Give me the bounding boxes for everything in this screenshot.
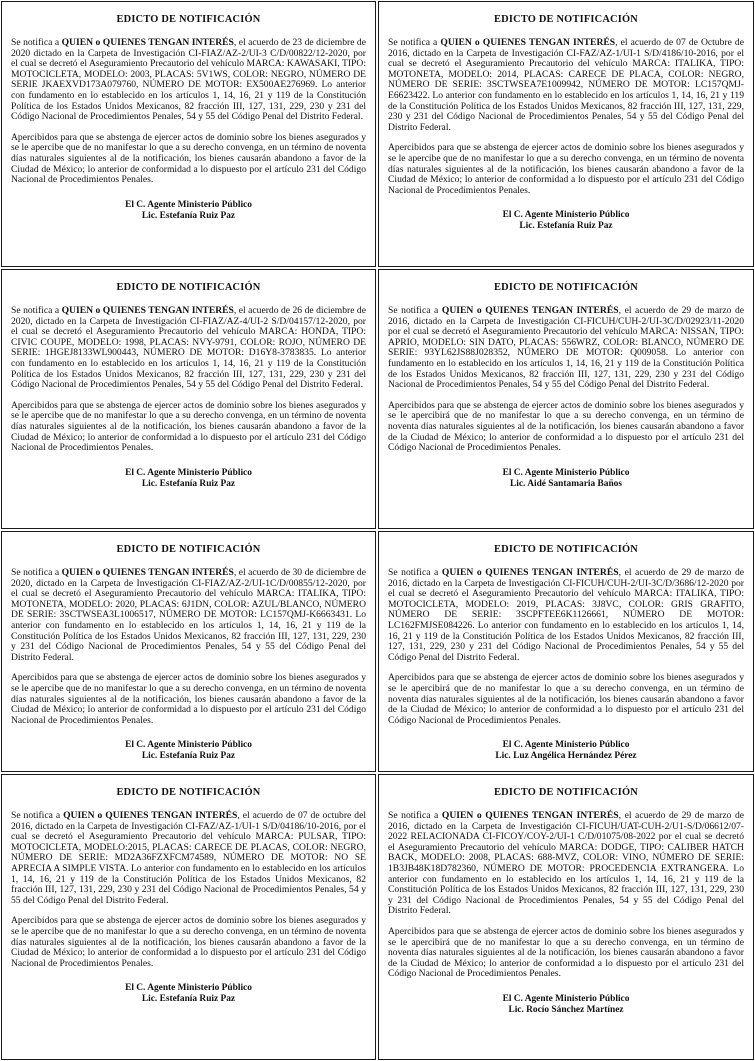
notice-body: , el acuerdo de 29 de marzo de 2016, dictado en la Carpeta de Investigación CI-FICUH/CUH-2/UI-3C/D/02923/11-2020 por el cual se decretó el Aseguramiento Precautorio del vehículo MARCA: NISSAN, TIPO: APRIO, MODELO: SIN DATO, PLACAS: 556WRZ, COLOR: BLANCO, NÚMERO DE SERIE: 93YL62JS88J028352, NÚMERO DE MOTOR: Q009058. Lo anterior con fundamento en lo establecido en los artículos 1, 14, 16, 21 y 119 de la Constitución Política de los Estados Unidos Mexicanos, 82 fracción III, 127, 131, 229, 230 y 231 del Código Nacional de Procedimientos Penales, 54 y 55 del Código Penal del Distrito Federal. — [388, 305, 744, 391]
edict-signature — [388, 210, 744, 232]
notice-party: QUIEN o QUIENES TENGAN INTERÉS — [61, 305, 234, 316]
notice-party: QUIEN o QUIENES TENGAN INTERÉS — [61, 37, 234, 48]
agent-title: El C. Agente Ministerio Público — [502, 210, 630, 221]
notice-lead: Se notifica a — [388, 567, 442, 578]
edict-warning: Apercibidos para que se abstenga de ejercer actos de dominio sobre los bienes asegurados y se le apercibe que de no manifestar lo que a su derecho convenga, en un término de noventa días naturales siguientes al de la notificación, los bienes causarán abandono a favor de la Ciudad de México; lo anterior de conformidad a lo dispuesto por el artículo 231 del Código Nacional de Procedimientos Penales. — [11, 672, 366, 726]
agent-name: Lic. Aidé Santamaria Baños — [510, 478, 622, 489]
notice-body: , el acuerdo de 30 de diciembre de 2020, dictado en la Carpeta de Investigación CI-FIAZ/AZ-2/UI-1C/D/00855/12-2020, por el cual se decretó el Aseguramiento Precautorio del vehículo MARCA: ITALIKA, TIPO: MOTONETA, MODELO: 2020, PLACAS: 6J1DN, COLOR: AZUL/BLANCO, NÚMERO DE SERIE: 3SCTWSEA3L1006517, NÚMERO DE MOTOR: LC157QMJ-K6663431. Lo anterior con fundamento en lo establecido en los artículos 1, 14, 16, 21 y 119 de la Constitución Política de los Estados Unidos Mexicanos, 82 fracción III, 127, 131, 229, 230 y 231 del Código Nacional de Procedimientos Penales, 54 y 55 del Código Penal del Distrito Federal. — [11, 567, 366, 663]
edict-notice — [388, 306, 744, 391]
agent-title: El C. Agente Ministerio Público — [502, 993, 630, 1004]
agent-title: El C. Agente Ministerio Público — [125, 199, 252, 210]
notice-lead: Se notifica a — [11, 567, 62, 578]
notice-body: , el acuerdo de 07 de Octubre de 2016, dictado en la Carpeta de Investigación CI-FAZ/AZ-1/UI-1 S/D/4186/10-2016, por el cual se decretó el Aseguramiento Precautorio del vehículo MARCA: ITALIKA, TIPO: MOTONETA, MODELO: 2014, PLACAS: CARECE DE PLACA, COLOR: NEGRO, NÚMERO DE SERIE: 3SCTWSEA7E1009942, NÚMERO DE MOTOR: LC157QMJ-E6623422. Lo anterior con fundamento en lo establecido en los artículos 1, 14, 16, 21 y 119 de la Constitución Política de los Estados Unidos Mexicanos, 82 fracción III, 127, 131, 229, 230 y 231 del Código Nacional de Procedimientos Penales, 54 y 55 del Código Penal del Distrito Federal. — [388, 37, 744, 133]
edict-title: EDICTO DE NOTIFICACIÓN — [494, 282, 638, 293]
edict-notice — [388, 568, 744, 663]
notice-body: , el acuerdo de 26 de diciembre de 2020, dictado en la Carpeta de Investigación CI-FIAZ/AZ-4/UI-2 S/D/04157/12-2020, por el cual se decretó el Aseguramiento Precautorio del vehículo MARCA: HONDA, TIPO: CIVIC COUPE, MODELO: 1998, PLACAS: NVY-9791, COLOR: ROJO, NÚMERO DE SERIE: 1HGEJ8133WL900443, NÚMERO DE MOTOR: D16Y8-3783835. Lo anterior con fundamento en lo establecido en los artículos 1, 14, 16, 21 y 119 de la Constitución Política de los Estados Unidos Mexicanos, 82 fracción III, 127, 131, 229, 230 y 231 del Código Nacional de Procedimientos Penales, 54 y 55 del Código Penal del Distrito Federal. — [11, 305, 366, 391]
agent-name: Lic. Estefanía Ruiz Paz — [141, 751, 236, 762]
edict-signature — [388, 468, 744, 490]
edict-signature — [388, 994, 744, 1016]
notice-party: QUIEN o QUIENES TENGAN INTERÉS — [441, 305, 619, 316]
edict-card — [378, 774, 754, 1060]
edict-notice — [11, 811, 366, 906]
edict-title: EDICTO DE NOTIFICACIÓN — [494, 787, 638, 798]
edict-signature — [11, 740, 366, 762]
edict-notice — [11, 38, 366, 123]
notice-body: , el acuerdo de 07 de octubre del 2016, dictado en la Carpeta de Investigación CI-FAZ/AZ-1/UI-1 S/D/04186/10-2016, por el cual se decretó el Aseguramiento Precautorio del vehículo MARCA: PULSAR, TIPO: MOTOCICLETA, MODELO:2015, PLACAS: CARECE DE PLACAS, COLOR: NEGRO, NÚMERO DE SERIE: MD2A36FZXFCM74589, NÚMERO DE MOTOR: NO SE APRECIA A SIMPLE VISTA. Lo anterior con fundamento en lo establecido en los artículos 1, 14, 16, 21 y 119 de la Constitución Política de los Estados Unidos Mexicanos, 82 fracción III, 127, 131, 229, 230 y 231 del Código Nacional de Procedimientos Penales, 54 y 55 del Código Penal del Distrito Federal. — [11, 810, 366, 906]
notice-party: QUIEN o QUIENES TENGAN INTERÉS — [61, 567, 234, 578]
edict-title: EDICTO DE NOTIFICACIÓN — [494, 14, 638, 25]
edict-signature — [11, 983, 366, 1005]
edict-card — [1, 531, 376, 772]
agent-name: Lic. Rocío Sánchez Martínez — [508, 1004, 624, 1015]
edict-warning: Apercibidos para que se abstenga de ejercer actos de dominio sobre los bienes asegurados y se le apercibirá que de no manifestar lo que a su derecho convenga, en un término de noventa días naturales siguientes al de la notificación, los bienes causarán abandono a favor de la Ciudad de México; lo anterior de conformidad a lo dispuesto por el artículo 231 del Código Nacional de Procedimientos Penales. — [388, 672, 744, 726]
notice-party: QUIEN o QUIENES TENGAN INTERÉS — [441, 567, 619, 578]
notice-lead: Se notifica a — [11, 37, 62, 48]
edict-warning: Apercibidos para que se abstenga de ejercer actos de dominio sobre los bienes asegurados y se le apercibe que de no manifestar lo que a su derecho convenga, en un término de noventa días naturales siguientes al de la notificación, los bienes causarán abandono a favor de la Ciudad de México; lo anterior de conformidad a lo dispuesto por el artículo 231 del Código Nacional de Procedimientos Penales. — [11, 131, 366, 186]
edict-warning: Apercibidos para que se abstenga de ejercer actos de dominio sobre los bienes asegurados y se le apercibirá que de no manifestar lo que a su derecho convenga, en un término de noventa días naturales siguientes al de la notificación, los bienes causarán abandono a favor de la Ciudad de México; lo anterior de conformidad a lo dispuesto por el artículo 231 del Código Nacional de Procedimientos Penales. — [388, 925, 744, 980]
agent-title: El C. Agente Ministerio Público — [125, 740, 252, 751]
edict-title: EDICTO DE NOTIFICACIÓN — [494, 544, 638, 555]
edict-signature — [11, 468, 366, 490]
edict-signature — [11, 200, 366, 222]
notice-lead: Se notifica a — [388, 305, 442, 316]
notice-lead: Se notifica a — [388, 810, 442, 821]
agent-name: Lic. Estefanía Ruiz Paz — [519, 221, 613, 232]
notice-body: , el acuerdo de 29 de marzo de 2016, dictado en la Carpeta de Investigación CI-FICUH/CUH-2/UI-3C/D/3686/12-2020 por el cual se decretó el Aseguramiento Precautorio del vehículo MARCA: ITALIKA, TIPO: MOTOCICLETA, MODELO: 2019, PLACAS: 3J8VC, COLOR: GRIS GRAFITO, NÚMERO DE SERIE: 3SCPFTEE6K1126661, NÚMERO DE MOTOR: LC162FMJSE084226. Lo anterior con fundamento en lo establecido en los artículos 1, 14, 16, 21 y 119 de la Constitución Política de los Estados Unidos Mexicanos, 82 fracción III, 127, 131, 229, 230 y 231 del Código Nacional de Procedimientos Penales, 54 y 55 del Código Penal del Distrito Federal. — [388, 567, 744, 663]
edict-card — [1, 774, 376, 1060]
edict-card — [1, 269, 376, 529]
agent-title: El C. Agente Ministerio Público — [125, 467, 252, 478]
notice-lead: Se notifica a — [11, 810, 64, 821]
edict-card — [1, 1, 376, 267]
notice-party: QUIEN o QUIENES TENGAN INTERÉS — [440, 37, 616, 48]
edict-warning: Apercibidos para que se abstenga de ejercer actos de dominio sobre los bienes asegurados y se le apercibirá que de no manifestar lo que a su derecho convenga, en un término de noventa días naturales siguientes al de la notificación, los bienes causarán abandono a favor de la Ciudad de México; lo anterior de conformidad a lo dispuesto por el artículo 231 del Código Nacional de Procedimientos Penales. — [388, 399, 744, 454]
edict-card — [378, 1, 754, 267]
notice-body: , el acuerdo de 29 de marzo de 2016, dictado en la Carpeta de Investigación CI-FICUH/UAT-CUH-2/U1-S/D/06612/07-2022 RELACIONADA CI-FICOY/COY-2/UI-1 C/D/01075/08-2022 por el cual se decretó el Aseguramiento Precautorio del vehículo MARCA: DODGE, TIPO: CALIBER HATCH BACK, MODELO: 2008, PLACAS: 688-MVZ, COLOR: VINO, NÚMERO DE SERIE: 1B3JB48K18D782360, NÚMERO DE MOTOR: PROCEDENCIA EXTRANGERA. Lo anterior con fundamento en lo establecido en los artículos 1, 14, 16, 21 y 119 de la Constitución Política de los Estados Unidos Mexicanos, 82 fracción III, 127, 131, 229, 230 y 231 del Código Nacional de Procedimientos Penales, 54 y 55 del Código Penal del Distrito Federal. — [388, 810, 744, 917]
edict-title: EDICTO DE NOTIFICACIÓN — [116, 282, 261, 293]
notice-lead: Se notifica a — [388, 37, 441, 48]
notice-lead: Se notifica a — [11, 305, 62, 316]
notice-party: QUIEN o QUIENES TENGAN INTERÉS — [63, 810, 238, 821]
edict-notice — [388, 38, 744, 133]
edict-title: EDICTO DE NOTIFICACIÓN — [116, 14, 261, 25]
edict-title: EDICTO DE NOTIFICACIÓN — [116, 544, 261, 555]
edict-notice — [11, 568, 366, 663]
edict-notice — [388, 811, 744, 917]
edict-notice — [11, 306, 366, 391]
edict-warning: Apercibidos para que se abstenga de ejercer actos de dominio sobre los bienes asegurados y se le apercibe que de no manifestar lo que a su derecho convenga, en un término de noventa días naturales siguientes al de la notificación, los bienes causarán abandono a favor de la Ciudad de México; lo anterior de conformidad a lo dispuesto por el artículo 231 del Código Nacional de Procedimientos Penales. — [388, 142, 744, 196]
notice-party: QUIEN o QUIENES TENGAN INTERÉS — [441, 810, 619, 821]
edict-card — [378, 531, 754, 772]
agent-name: Lic. Luz Angélica Hernández Pérez — [495, 751, 637, 762]
agent-title: El C. Agente Ministerio Público — [502, 740, 630, 751]
edict-warning: Apercibidos para que se abstenga de ejercer actos de dominio sobre los bienes asegurados y se le apercibe que de no manifestar lo que a su derecho convenga, en un término de noventa días naturales siguientes al de la notificación, los bienes causarán abandono a favor de la Ciudad de México; lo anterior de conformidad a lo dispuesto por el artículo 231 del Código Nacional de Procedimientos Penales. — [11, 915, 366, 969]
agent-title: El C. Agente Ministerio Público — [125, 983, 252, 994]
edict-warning: Apercibidos para que se abstenga de ejercer actos de dominio sobre los bienes asegurados y se le apercibe que de no manifestar lo que a su derecho convenga, en un término de noventa días naturales siguientes al de la notificación, los bienes causarán abandono a favor de la Ciudad de México; lo anterior de conformidad a lo dispuesto por el artículo 231 del Código Nacional de Procedimientos Penales. — [11, 399, 366, 454]
agent-title: El C. Agente Ministerio Público — [502, 467, 630, 478]
edict-card — [378, 269, 754, 529]
agent-name: Lic. Estefanía Ruiz Paz — [141, 210, 236, 221]
notice-body: , el acuerdo de 23 de diciembre de 2020 dictado en la Carpeta de Investigación CI-FIAZ/AZ-2/UI-3 C/D/00822/12-2020, por el cual se decretó el Aseguramiento Precautorio del vehículo MARCA: KAWASAKI, TIPO: MOTOCICLETA, MODELO: 2003, PLACAS: 5V1WS, COLOR: NEGRO, NÚMERO DE SERIE JKAEXVD173A079760, NÚMERO DE MOTOR: EX500AE276969. Lo anterior con fundamento en lo establecido en los artículos 1, 14, 16, 21 y 119 de la Constitución Política de los Estados Unidos Mexicanos, 82 fracción III, 127, 131, 229, 230 y 231 del Código Nacional de Procedimientos Penales, 54 y 55 del Código Penal del Distrito Federal. — [11, 37, 366, 123]
agent-name: Lic. Estefanía Ruiz Paz — [141, 478, 236, 489]
edict-title: EDICTO DE NOTIFICACIÓN — [116, 787, 261, 798]
edict-signature — [388, 740, 744, 762]
agent-name: Lic. Estefanía Ruiz Paz — [141, 994, 236, 1005]
